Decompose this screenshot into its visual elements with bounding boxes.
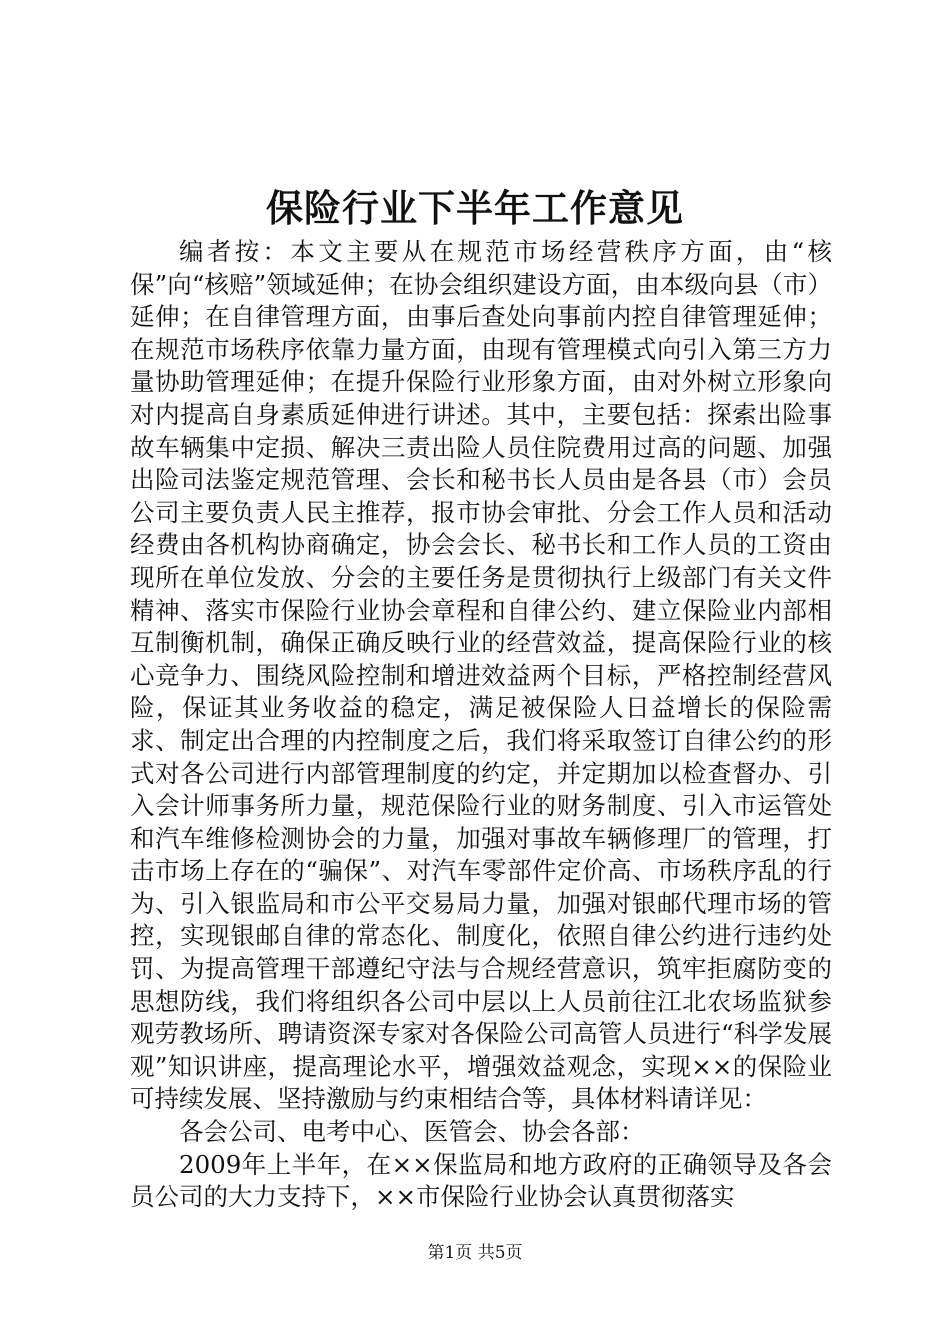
page-number-footer: 第1页 共5页 [427, 1243, 523, 1263]
paragraph-editor-note: 编者按：本文主要从在规范市场经营秩序方面，由“核保”向“核赔”领域延伸；在协会组织建设方面，由本级向县（市）延伸；在自律管理方面，由事后查处向事前内控自律管理延伸；在规范市场秩序依靠力量方面，由现有管理模式向引入第三方力量协助管理延伸；在提升保险行业形象方面，由对外树立形象向对内提高自身素质延伸进行讲述。其中，主要包括：探索出险事故车辆集中定损、解决三责出险人员住院费用过高的问题、加强出险司法鉴定规范管理、会长和秘书长人员由是各县（市）会员公司主要负责人民主推荐，报市协会审批、分会工作人员和活动经费由各机构协商确定，协会会长、秘书长和工作人员的工资由现所在单位发放、分会的主要任务是贯彻执行上级部门有关文件精神、落实市保险行业协会章程和自律公约、建立保险业内部相互制衡机制，确保正确反映行业的经营效益，提高保险行业的核心竞争力、围绕风险控制和增进效益两个目标，严格控制经营风险，保证其业务收益的稳定，满足被保险人日益增长的保险需求、制定出合理的内控制度之后，我们将采取签订自律公约的形式对各公司进行内部管理制度的约定，并定期加以检查督办、引入会计师事务所力量，规范保险行业的财务制度、引入市运管处和汽车维修检测协会的力量，加强对事故车辆修理厂的管理，打击市场上存在的“骗保”、对汽车零部件定价高、市场秩序乱的行为、引入银监局和市公平交易局力量，加强对银邮代理市场的管控，实现银邮自律的常态化、制度化，依照自律公约进行违约处罚、为提高管理干部遵纪守法与合规经营意识，筑牢拒腐防变的思想防线，我们将组织各公司中层以上人员前往江北农场监狱参观劳教场所、聘请资深专家对各保险公司高管人员进行“科学发展观”知识讲座，提高理论水平，增强效益观念，实现××的保险业可持续发展、坚持激励与约束相结合等，具体材料请详见： [130, 237, 832, 1114]
page-title: 保险行业下半年工作意见 [266, 186, 684, 230]
paragraph-intro: 2009年上半年，在××保监局和地方政府的正确领导及各会员公司的大力支持下，××市保险行业协会认真贯彻落实 [130, 1149, 832, 1212]
paragraph-salutation: 各会公司、电考中心、医管会、协会各部： [179, 1117, 645, 1147]
document-body [130, 236, 832, 1214]
